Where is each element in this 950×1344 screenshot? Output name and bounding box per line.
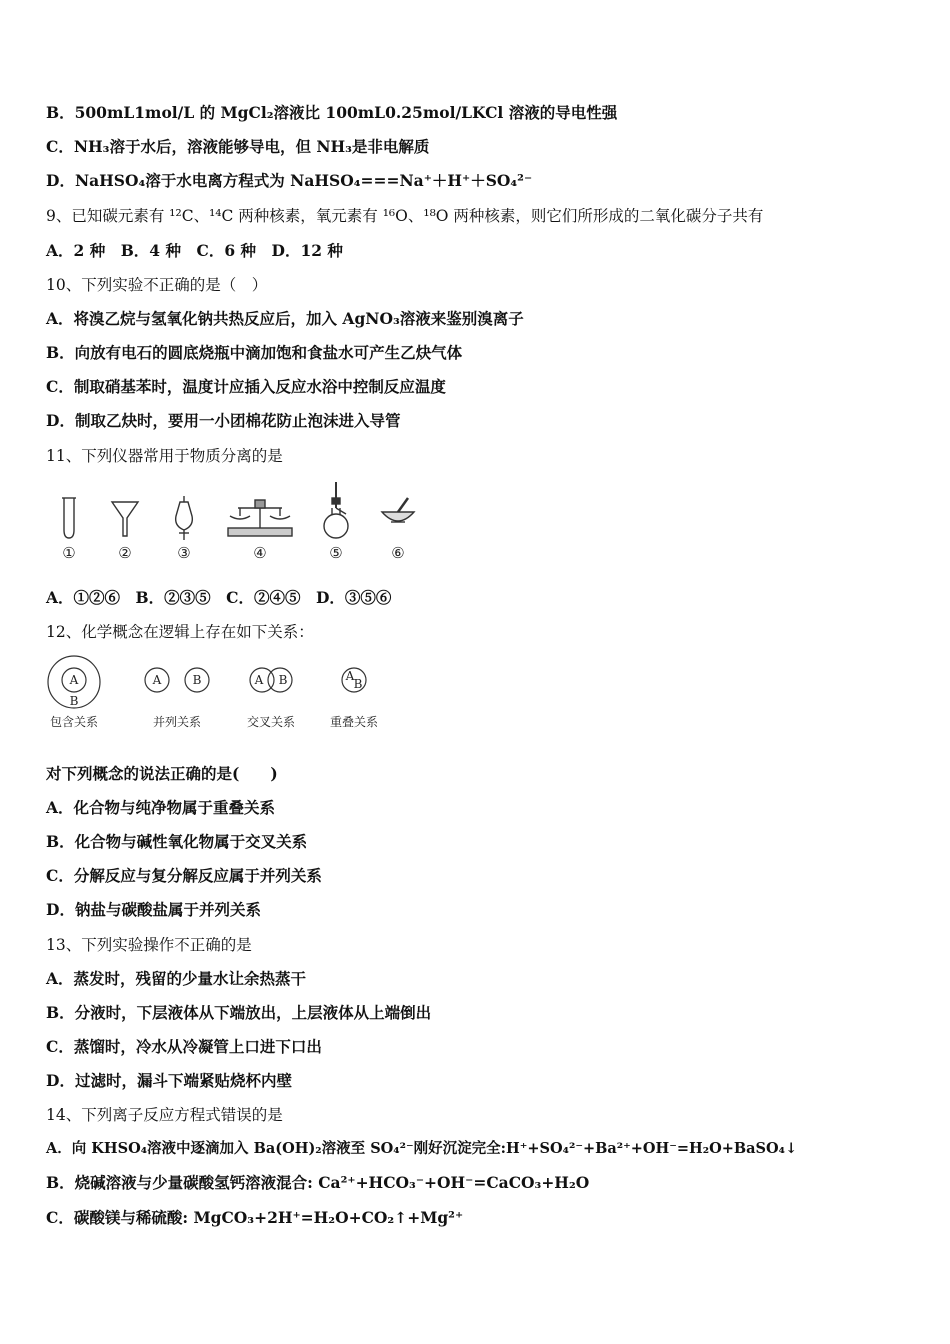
- question-13: 13、下列实验操作不正确的是: [46, 936, 252, 954]
- option-c-q10: C．制取硝基苯时，温度计应插入反应水浴中控制反应温度: [46, 377, 446, 396]
- distillation-flask-icon: [324, 482, 348, 538]
- funnel-icon: [112, 502, 138, 536]
- instrument-label: ③: [177, 544, 191, 562]
- question-12: 12、化学概念在逻辑上存在如下关系：: [46, 623, 314, 641]
- set-a: A: [345, 669, 355, 683]
- set-b: B: [69, 694, 79, 708]
- option-c-q14: C．碳酸镁与稀硫酸: MgCO₃+2H⁺=H₂O+CO₂↑+Mg²⁺: [46, 1208, 464, 1227]
- options-q9: A．2 种 B．4 种 C．6 种 D．12 种: [46, 241, 343, 260]
- mortar-icon: [382, 498, 414, 522]
- option-d-q10: D．制取乙炔时，要用一小团棉花防止泡沫进入导管: [46, 411, 401, 430]
- relation-label: 交叉关系: [246, 715, 296, 729]
- set-b: B: [192, 673, 202, 687]
- option-a-q14: A．向 KHSO₄溶液中逐滴加入 Ba(OH)₂溶液至 SO₄²⁻刚好沉淀完全:H⁺+SO₄²⁻+Ba²⁺+OH⁻=H₂O+BaSO₄↓: [46, 1140, 798, 1157]
- option-a-q13: A．蒸发时，残留的少量水让余热蒸干: [46, 969, 307, 988]
- option-d-q12: D．钠盐与碳酸盐属于并列关系: [46, 900, 261, 919]
- relation-label: 并列关系: [152, 715, 202, 729]
- option-b-q13: B．分液时，下层液体从下端放出，上层液体从上端倒出: [46, 1003, 432, 1022]
- question-11: 11、下列仪器常用于物质分离的是: [46, 447, 283, 465]
- set-b: B: [353, 677, 363, 691]
- option-a-q12: A．化合物与纯净物属于重叠关系: [46, 798, 276, 817]
- option-b-q8: B．500mL1mol/L 的 MgCl₂溶液比 100mL0.25mol/LKCl 溶液的导电性强: [46, 103, 618, 122]
- set-a: A: [152, 673, 162, 687]
- set-a: A: [69, 673, 79, 687]
- relations-figure: [40, 652, 400, 734]
- option-a-q10: A．将溴乙烷与氢氧化钠共热反应后，加入 AgNO₃溶液来鉴别溴离子: [46, 309, 524, 328]
- test-tube-icon: [62, 498, 76, 538]
- instrument-label: ⑤: [329, 544, 343, 562]
- question-14: 14、下列离子反应方程式错误的是: [46, 1106, 283, 1124]
- instruments-figure: [46, 478, 426, 568]
- relation-label: 重叠关系: [329, 715, 379, 729]
- option-c-q13: C．蒸馏时，冷水从冷凝管上口进下口出: [46, 1037, 322, 1056]
- question-12-stem: 对下列概念的说法正确的是( ): [46, 764, 278, 783]
- set-b: B: [278, 673, 288, 687]
- instrument-label: ④: [253, 544, 267, 562]
- option-c-q12: C．分解反应与复分解反应属于并列关系: [46, 866, 322, 885]
- option-b-q12: B．化合物与碱性氧化物属于交叉关系: [46, 832, 308, 851]
- separatory-funnel-icon: [176, 496, 193, 540]
- question-10: 10、下列实验不正确的是（ ）: [46, 276, 268, 294]
- options-q11: A．①②⑥ B．②③⑤ C．②④⑤ D．③⑤⑥: [46, 588, 392, 607]
- option-b-q10: B．向放有电石的圆底烧瓶中滴加饱和食盐水可产生乙炔气体: [46, 343, 463, 362]
- relation-label: 包含关系: [49, 715, 99, 729]
- option-d-q13: D．过滤时，漏斗下端紧贴烧杯内壁: [46, 1071, 292, 1090]
- option-b-q14: B．烧碱溶液与少量碳酸氢钙溶液混合: Ca²⁺+HCO₃⁻+OH⁻=CaCO₃+H₂O: [46, 1173, 590, 1192]
- instrument-label: ①: [62, 544, 76, 562]
- set-a: A: [254, 673, 264, 687]
- option-c-q8: C．NH₃溶于水后，溶液能够导电，但 NH₃是非电解质: [46, 137, 430, 156]
- question-9: 9、已知碳元素有 ¹²C、¹⁴C 两种核素，氧元素有 ¹⁶O、¹⁸O 两种核素，则它们所形成的二氧化碳分子共有: [46, 207, 764, 225]
- option-d-q8: D．NaHSO₄溶于水电离方程式为 NaHSO₄===Na⁺＋H⁺＋SO₄²⁻: [46, 171, 533, 190]
- balance-icon: [228, 500, 292, 536]
- instrument-label: ②: [118, 544, 132, 562]
- instrument-label: ⑥: [391, 544, 405, 562]
